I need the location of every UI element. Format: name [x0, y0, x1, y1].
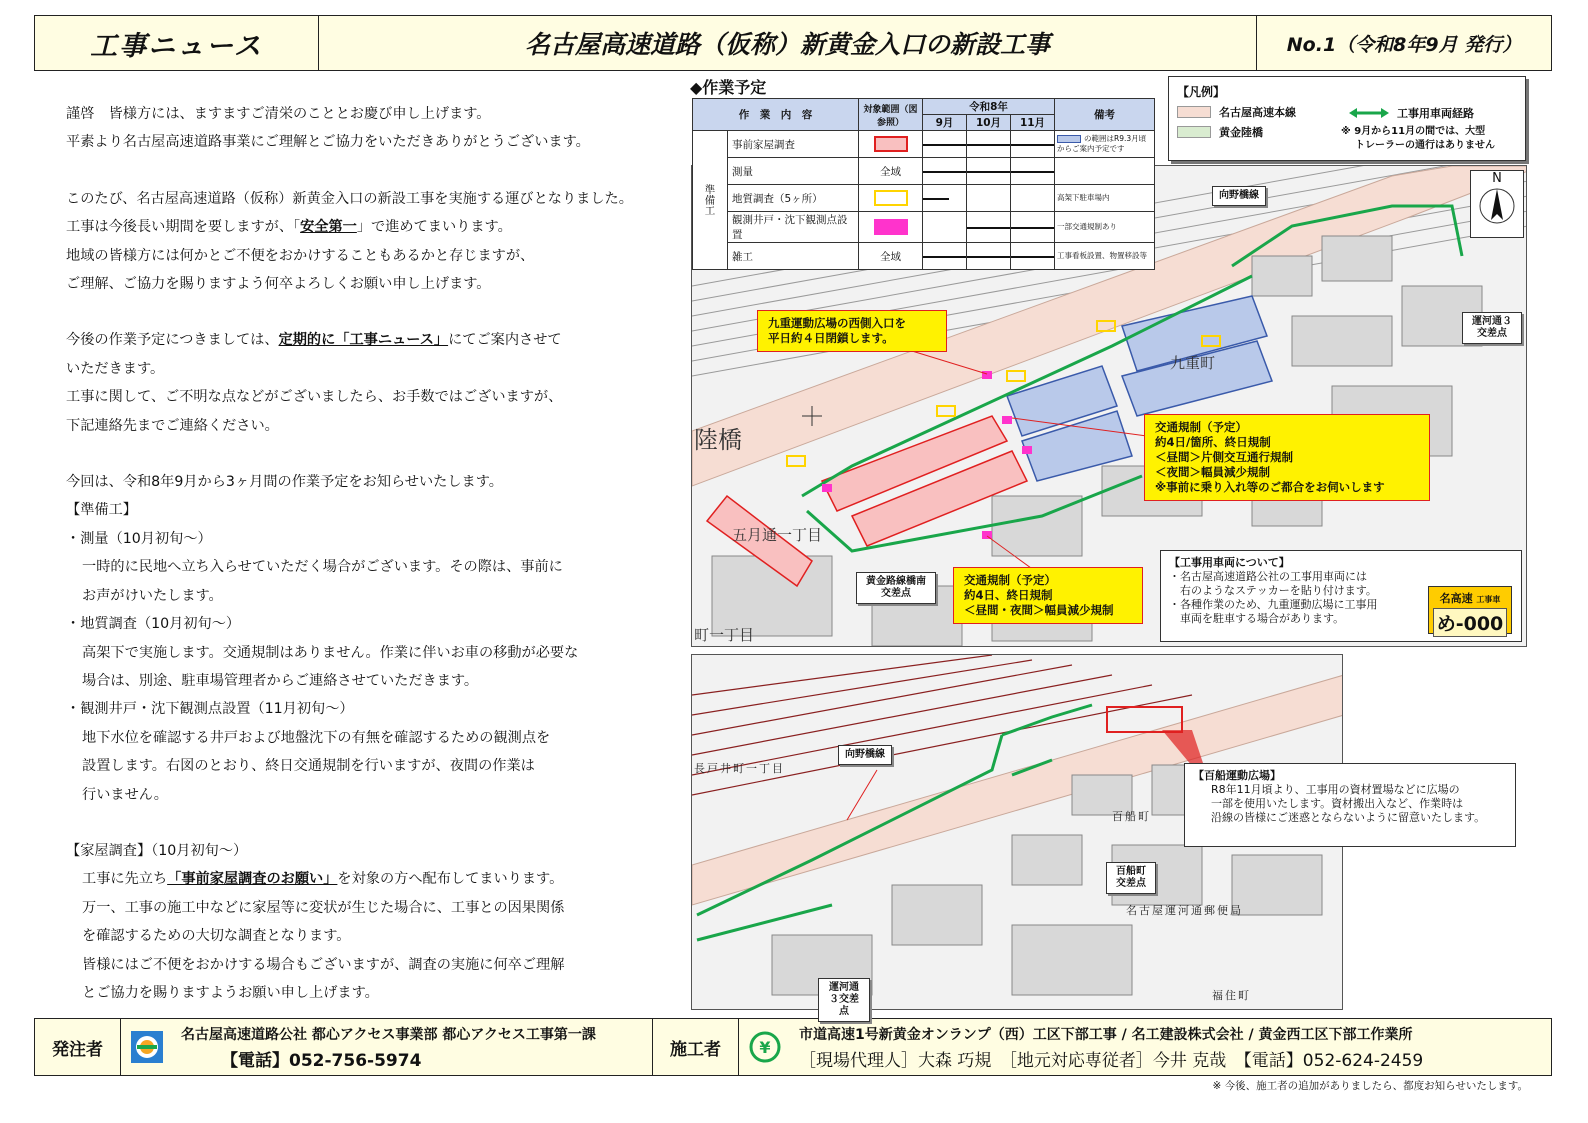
orderer-info: 名古屋高速道路公社 都心アクセス事業部 都心アクセス工事第一課 【電話】052-756-5974 [173, 1019, 653, 1075]
schedule-bar [923, 171, 966, 173]
note-cell: 工事看板設置、物置移設等 [1055, 243, 1155, 270]
house-text: 皆様にはご不便をおかけする場合もございますが、調査の実施に何卒ご理解 [82, 956, 565, 973]
future-line: 工事に関して、ご不明な点などがございましたら、お手数ではございますが、 [66, 389, 563, 406]
future-line: いただきます。 [66, 360, 165, 377]
house-text: を確認するための大切な調査となります。 [82, 928, 351, 945]
schedule-bar [1011, 227, 1054, 229]
scope-cell [859, 131, 923, 158]
callout-west-entrance: 九重運動広場の西側入口を 平日約４日閉鎖します。 [757, 310, 947, 352]
unga3-intersection-label-2: 運河通３交差点 [818, 978, 870, 1022]
work-item: 雑工 [728, 243, 859, 270]
month-cell [923, 243, 967, 270]
unga3-intersection-label: 運河通３交差点 [1462, 312, 1522, 344]
page-title: 名古屋高速道路（仮称）新黄金入口の新設工事 [319, 16, 1257, 70]
contractor-logo-icon [739, 1019, 791, 1075]
scope-cell [859, 185, 923, 212]
schedule-bar [923, 198, 949, 200]
schedule-row [693, 158, 1155, 185]
callout-traffic-2: 交通規制（予定） 約4日、終日規制 ＜昼間・夜間＞幅員減少規制 [953, 567, 1143, 624]
house-text: とご協力を賜りますようお願い申し上げます。 [82, 984, 379, 1001]
legend-note: ※ 9月から11月の間では、大型 トレーラーの通行はありません [1341, 126, 1495, 151]
legend-bridge: 黄金陸橋 [1177, 124, 1517, 140]
note-cell: の範囲はR9.3月頃からご案内予定です [1055, 131, 1155, 158]
schedule-row [693, 131, 1155, 158]
house-survey-request: 「事前家屋調査のお願い」 [167, 871, 338, 888]
schedule-table [692, 98, 1155, 270]
schedule-bar [923, 256, 966, 258]
col-year: 令和8年 [923, 99, 1055, 115]
greeting-line: 平素より名古屋高速道路事業にご理解とご協力をいただきありがとうございます。 [66, 134, 590, 151]
kuju-town-label: 九重町 [1170, 354, 1216, 372]
schedule-bar [923, 144, 966, 146]
machi-label: 町一丁目 [694, 626, 755, 644]
legend-title: 【凡例】 [1177, 85, 1226, 99]
vehicle-info: 【工事用車両について】 ・名古屋高速道路公社の工事用車両には 右のようなステッカーを貼り付けます。 ・各種作業のため、九重運動広場に工事用 車両を駐車する場合があります。 [1160, 550, 1522, 642]
scope-cell: 全域 [859, 158, 923, 185]
survey-text: お声がけいたします。 [82, 587, 223, 604]
month-cell [1011, 243, 1055, 270]
schedule-bar [1011, 144, 1054, 146]
scope-cell [859, 212, 923, 243]
rikkyo-label: 陸橋 [694, 426, 742, 454]
month-cell [967, 158, 1011, 185]
prep-heading: 【準備工】 [66, 502, 137, 519]
north-arrow-icon [1477, 186, 1517, 226]
legend-route: 工事用車両経路 [1349, 105, 1474, 121]
geo-text: 場合は、別途、駐車場管理者からご連絡させていただきます。 [82, 672, 479, 689]
month-cell [967, 212, 1011, 243]
schedule-title: ◆作業予定 [690, 78, 767, 97]
momofune-park-info: 【百船運動広場】 R8年11月頃より、工事用の資材置場などに広場の 一部を使用いたします。資材搬出入など、作業時は 沿線の皆様にご迷惑とならないように留意いたします。 [1184, 763, 1516, 847]
schedule-bar [967, 227, 1010, 229]
geo-title: ・地質調査（10月初旬～） [66, 616, 241, 633]
scope-swatch [874, 190, 908, 206]
month-cell [1011, 185, 1055, 212]
note-cell [1055, 158, 1155, 185]
month-cell [1011, 131, 1055, 158]
intro-line: ご理解、ご協力を賜りますよう何卒よろしくお願い申し上げます。 [66, 276, 491, 293]
schedule-bar [967, 144, 1010, 146]
month-cell [967, 243, 1011, 270]
month-cell [923, 158, 967, 185]
kuju-range-swatch [1057, 135, 1081, 143]
svg-text:¥: ¥ [759, 1038, 771, 1057]
route-arrow-icon [1349, 107, 1389, 119]
well-title: ・観測井戸・沈下観測点設置（11月初旬～） [66, 701, 354, 718]
legend [1168, 76, 1526, 161]
month-cell [1011, 158, 1055, 185]
scope-cell: 全域 [859, 243, 923, 270]
note-cell: 一部交通規制あり [1055, 212, 1155, 243]
note-cell: 高架下駐車場内 [1055, 185, 1155, 212]
work-item: 観測井戸・沈下観測点設置 [728, 212, 859, 243]
callout-traffic-1: 交通規制（予定） 約4日/箇所、終日規制 ＜昼間＞片側交互通行規制 ＜夜間＞幅員減少規制 ※事前に乗り入れ等のご都合をお伺いします [1144, 414, 1430, 501]
col-month: 11月 [1011, 115, 1055, 131]
post-office-label: 名古屋運河通郵便局 [1126, 904, 1243, 917]
legend-main-line: 名古屋高速本線 [1177, 104, 1517, 120]
greeting-line: 謹啓 皆様方には、ますますご清栄のこととお慶び申し上げます。 [66, 106, 491, 122]
schedule-row [693, 185, 1155, 212]
orderer-label: 発注者 [35, 1019, 121, 1075]
expressway-logo-icon [121, 1019, 173, 1075]
regular-news: 定期的に「工事ニュース」 [278, 332, 449, 349]
month-cell [923, 131, 967, 158]
work-item: 測量 [728, 158, 859, 185]
north-compass: N [1470, 170, 1524, 238]
well-text: 行いません。 [82, 786, 168, 803]
house-title: 【家屋調査】（10月初旬～） [66, 842, 248, 859]
scope-swatch [874, 219, 908, 235]
well-text: 地下水位を確認する井戸および地盤沈下の有無を確認するための観測点を [82, 729, 551, 746]
month-cell [923, 212, 967, 243]
col-scope: 対象範囲（図参照） [859, 99, 923, 131]
work-item: 地質調査（5ヶ所） [728, 185, 859, 212]
house-line: 工事に先立ち「事前家屋調査のお願い」を対象の方へ配布してまいります。 [82, 871, 564, 888]
group-label: 準備工 [693, 131, 728, 270]
schedule-bar [967, 256, 1010, 258]
plan-intro: 今回は、令和8年9月から3ヶ月間の作業予定をお知らせいたします。 [66, 474, 503, 491]
future-line: 下記連絡先までご連絡ください。 [66, 417, 279, 434]
notice-body [66, 100, 681, 1007]
satsuki-town-label: 五月通一丁目 [732, 526, 823, 544]
contractor-label: 施工者 [653, 1019, 739, 1075]
page-header [34, 15, 1552, 71]
vehicle-sticker: 名高速 工事車 め-000 [1428, 586, 1512, 634]
momofune-town-label: 百船町 [1112, 810, 1151, 823]
schedule-row [693, 243, 1155, 270]
survey-title: ・測量（10月初旬～） [66, 530, 212, 547]
intro-line: このたび、名古屋高速道路（仮称）新黄金入口の新設工事を実施する運びとなりました。 [66, 190, 633, 207]
schedule-bar [1011, 171, 1054, 173]
month-cell [1011, 212, 1055, 243]
contractor-info: 市道高速1号新黄金オンランプ（西）工区下部工事 / 名工建設株式会社 / 黄金西工区下部工作業所 ［現場代理人］大森 巧規 ［地元対応専従者］今井 克哉 【電話】052-624-2459 [799, 1026, 1424, 1071]
house-text: 万一、工事の施工中などに家屋等に変状が生じた場合に、工事との因果関係 [82, 899, 565, 916]
main-line-swatch [1177, 106, 1211, 118]
schedule-bar [967, 171, 1010, 173]
kogane-intersection-label: 黄金路線橋南交差点 [856, 572, 936, 604]
month-cell [967, 185, 1011, 212]
work-item: 事前家屋調査 [728, 131, 859, 158]
well-text: 設置します。右図のとおり、終日交通規制を行いますが、夜間の作業は [82, 758, 535, 775]
momofune-intersection-label: 百船町交差点 [1106, 862, 1156, 894]
survey-text: 一時的に民地へ立ち入らせていただく場合がございます。その際は、事前に [82, 559, 563, 576]
month-cell [923, 185, 967, 212]
intro-line: 地域の皆様方には何かとご不便をおかけすることもあるかと存じますが、 [66, 247, 535, 264]
schedule-bar [1011, 256, 1054, 258]
bridge-swatch [1177, 126, 1211, 138]
footer [34, 1018, 1552, 1076]
geo-text: 高架下で実施します。交通規制はありません。作業に伴いお車の移動が必要な [82, 644, 579, 661]
mukaino-line-label: 向野橋線 [1212, 186, 1266, 206]
issue-number: No.1（令和8年9月 発行） [1286, 33, 1522, 56]
schedule-row [693, 212, 1155, 243]
col-work: 作 業 内 容 [693, 99, 859, 131]
col-month: 9月 [923, 115, 967, 131]
month-cell [967, 131, 1011, 158]
intro-line: 工事は今後長い期間を要しますが、「安全第一」で進めてまいります。 [66, 219, 512, 236]
future-line: 今後の作業予定につきましては、定期的に「工事ニュース」にてご案内させて [66, 332, 562, 349]
fukuzumi-town-label: 福住町 [1212, 989, 1251, 1002]
mukaino-line-label-2: 向野橋線 [838, 745, 892, 765]
col-month: 10月 [967, 115, 1011, 131]
footer-note: ※ 今後、施工者の追加がありましたら、都度お知らせいたします。 [1212, 1080, 1528, 1092]
news-label: 工事ニュース [35, 16, 319, 70]
nagatoi-town-label: 長戸井町一丁目 [694, 762, 785, 775]
safety-first: 安全第一 [300, 219, 357, 236]
col-note: 備考 [1055, 99, 1155, 131]
scope-swatch [874, 136, 908, 152]
